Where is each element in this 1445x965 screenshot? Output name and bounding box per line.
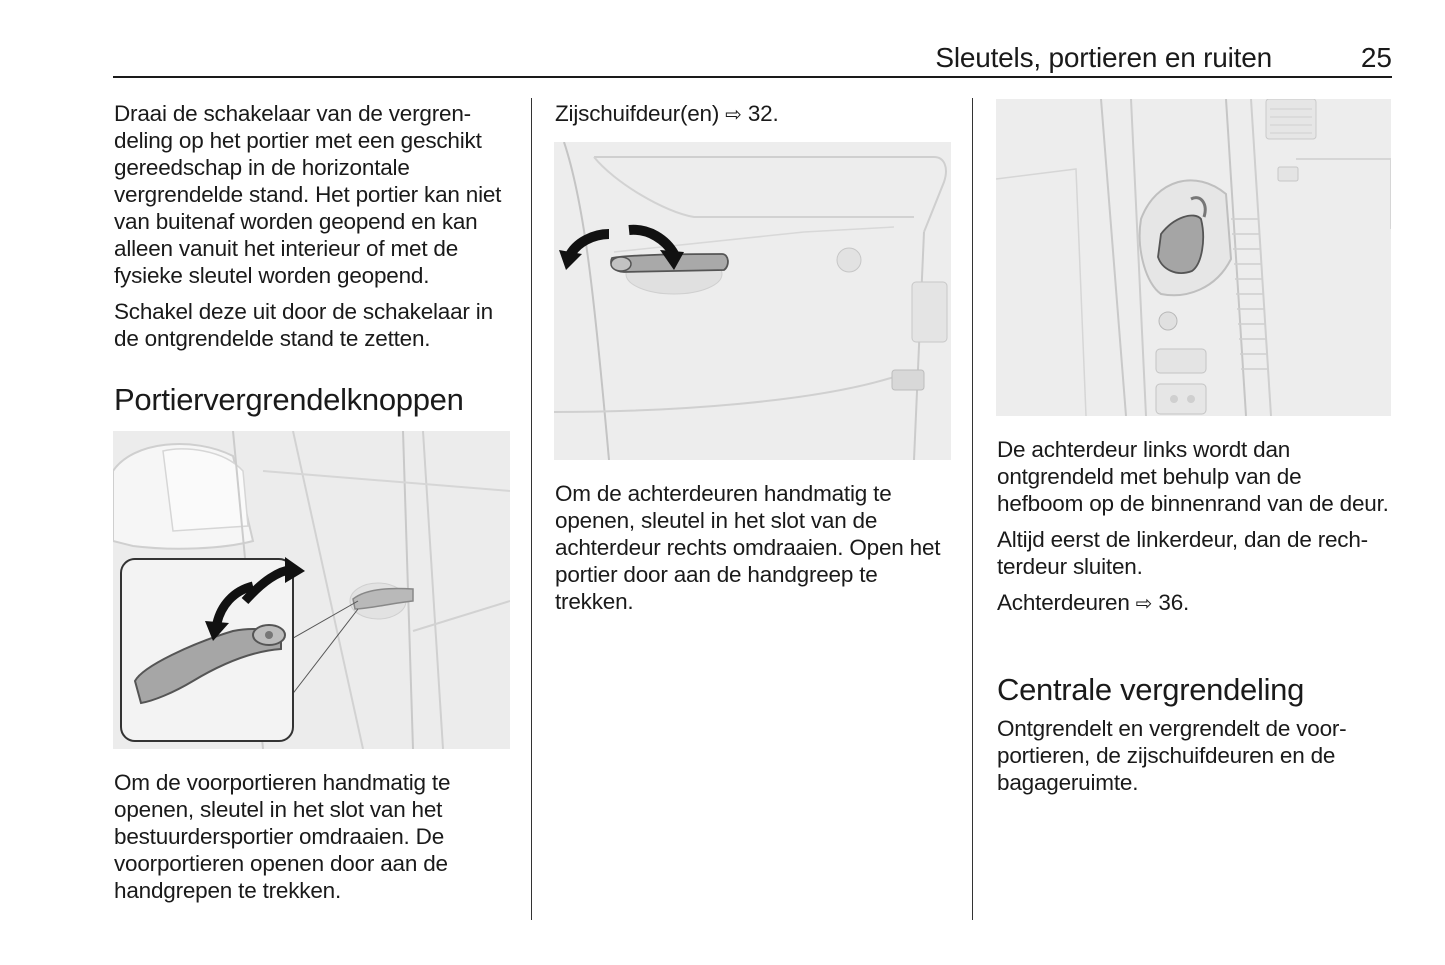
page-number: 25 [1360,42,1392,73]
xref-label: Zijschuifdeur(en) [555,101,720,126]
column-2-bottom [555,480,955,624]
column-divider-right [972,98,973,920]
column-3-bottom [997,715,1392,805]
column-2 [555,100,955,138]
paragraph-disable-switch: Schakel deze uit door de schakelaar in de ontgrendelde stand te zetten. [114,299,493,351]
header-rule [113,76,1392,78]
paragraph-rear-doors-manual: Om de achterdeuren handmatig te openen, sleutel in het slot van de achterdeur rechts omdraaien. Open het portier door aan de handgreep te trekken. [555,481,941,614]
xref-arrow-icon: ⇨ [725,104,742,126]
section-heading-central-locking: Centrale vergrendeling [997,672,1305,707]
paragraph-central-locking: Ontgrendelt en vergrendelt de voorportieren, de zijschuifdeuren en de bagageruimte. [997,716,1347,795]
paragraph-front-doors-manual: Om de voorportieren handmatig te openen, sleutel in het slot van het bestuurdersportier omdraaien. De voorportieren openen door aan de handgrepen te trekken. [114,770,451,903]
section-heading-door-lock-buttons: Portiervergrendelknoppen [114,382,464,417]
column-3 [997,436,1392,627]
paragraph-lock-switch: Draai de schakelaar van de vergrendeling op het portier met een geschikt gereedschap in de horizontale vergrendelde stand. Het portier kan niet van buitenaf worden geopend en kan alleen vanuit het interieur of met de fysieke sleutel worden geopend. [114,101,502,288]
running-header-title: Sleutels, portieren en ruiten [935,42,1272,73]
column-divider-left [531,98,532,920]
column-1-bottom [114,769,514,913]
figure-front-door-handle [113,431,510,749]
xref-page: 32. [747,101,779,126]
paragraph-rear-left-unlock: De achterdeur links wordt dan ontgrendeld met behulp van de hefboom op de binnenrand van de deur. [997,437,1389,516]
cross-reference-rear-doors[interactable] [997,589,1392,618]
figure-rear-door-lever [996,99,1391,416]
cross-reference-sliding-door[interactable] [555,100,955,129]
xref-arrow-icon: ⇨ [1135,593,1153,615]
xref-page: 36. [1158,590,1190,615]
column-1 [114,100,514,361]
paragraph-closing-order: Altijd eerst de linkerdeur, dan de rechterdeur sluiten. [997,527,1369,579]
xref-label: Achterdeuren [997,590,1130,615]
figure-rear-door-handle [554,142,951,460]
